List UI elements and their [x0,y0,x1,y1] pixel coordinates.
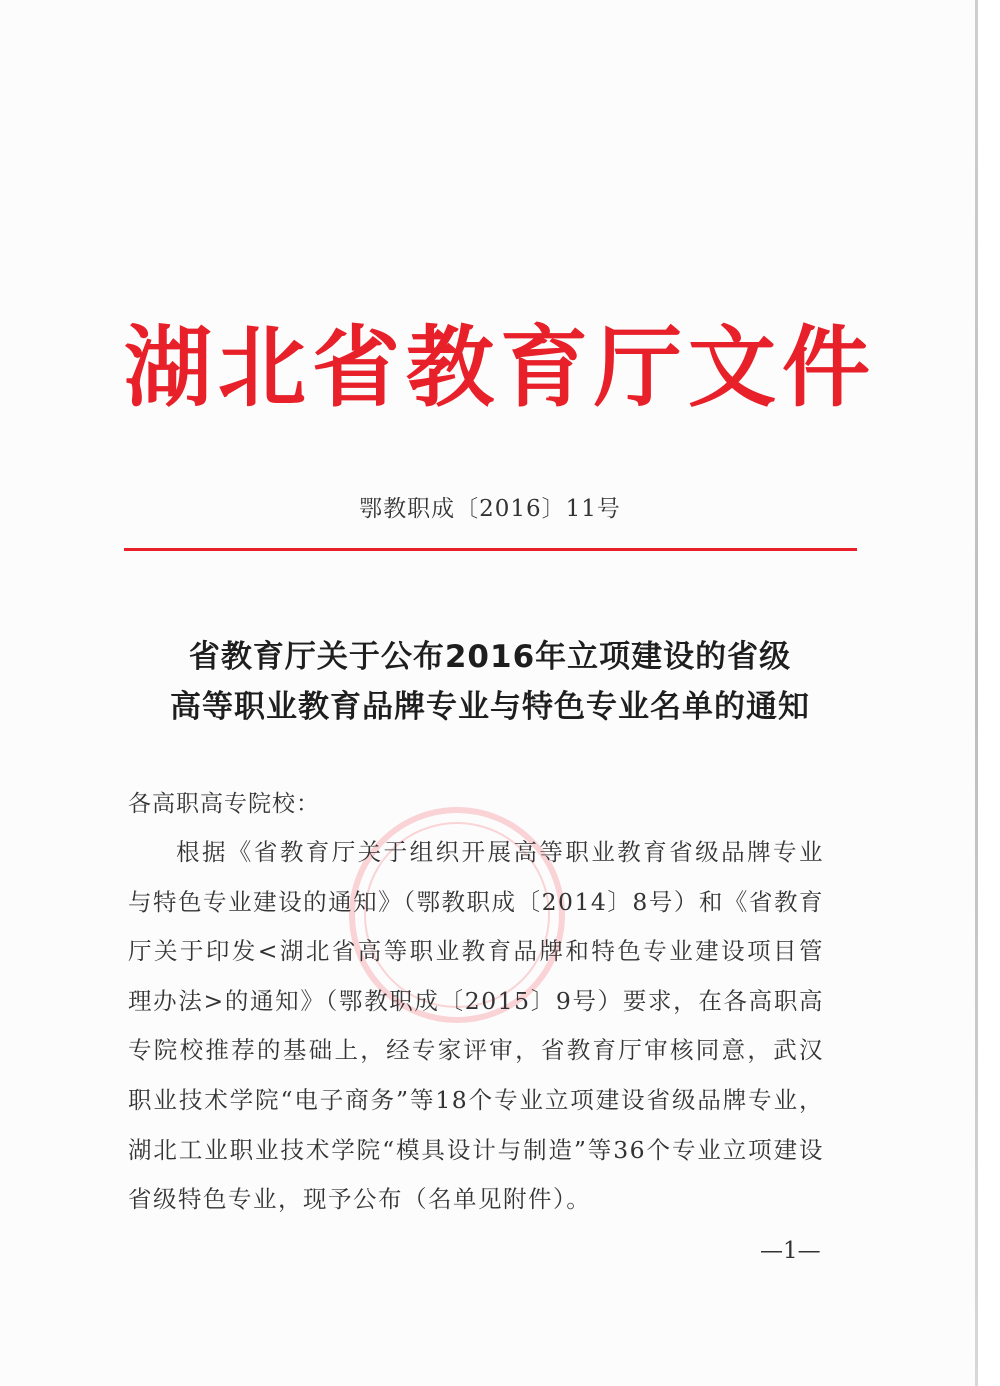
document-number: 鄂教职成〔2016〕11号 [359,496,621,522]
scan-margin [978,0,1000,1386]
page-number: —1— [760,1238,821,1264]
scan-edge-line [975,0,978,1386]
body-paragraph: 根据《省教育厅关于组织开展高等职业教育省级品牌专业与特色专业建设的通知》（鄂教职成〔2014〕8号）和《省教育厅关于印发<湖北省高等职业教育品牌和特色专业建设项目管理办法>的通知》（鄂教职成〔2015〕9号）要求，在各高职高专院校推荐的基础上，经专家评审，省教育厅审核同意，武汉职业技术学院“电子商务”等18个专业立项建设省级品牌专业，湖北工业职业技术学院“模具设计与制造”等36个专业立项建设省级特色专业，现予公布（名单见附件）。 [128,838,824,1214]
salutation: 各高职高专院校： [128,791,320,817]
red-divider-line [124,548,857,551]
title-line-2: 高等职业教育品牌专业与特色专业名单的通知 [170,689,810,725]
masthead-title: 湖北省教育厅文件 [123,316,876,419]
title-line-1: 省教育厅关于公布2016年立项建设的省级 [188,639,792,675]
document-title [100,632,880,732]
